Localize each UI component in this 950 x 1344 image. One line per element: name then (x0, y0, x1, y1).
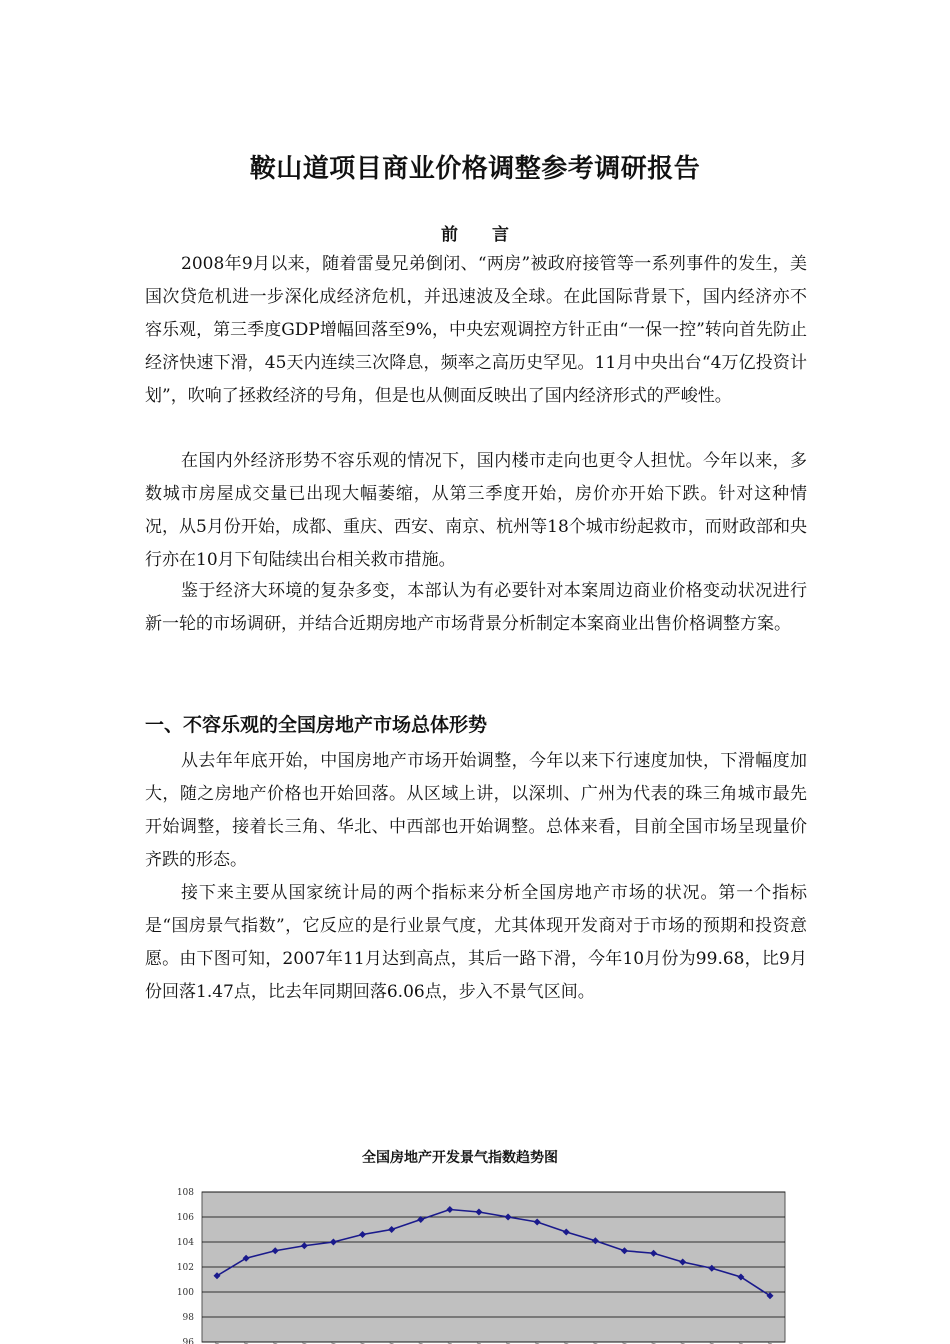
preface-heading: 前 言 (441, 225, 523, 245)
section-heading: 一、不容乐观的全国房地产市场总体形势 (145, 714, 488, 736)
preface-paragraph-3: 鉴于经济大环境的复杂多变，本部认为有必要针对本案周边商业价格变动状况进行新一轮的市场调研，并结合近期房地产市场背景分析制定本案商业出售价格调整方案。 (145, 581, 807, 634)
y-tick-label: 96 (182, 1338, 194, 1344)
y-tick-label: 100 (176, 1288, 194, 1298)
preface-paragraph-2: 在国内外经济形势不容乐观的情况下，国内楼市走向也更令人担忧。今年以来，多数城市房屋成交量已出现大幅萎缩，从第三季度开始，房价亦开始下跌。针对这种情况，从5月份开始，成都、重庆、西安、南京、杭州等18个城市纷起救市，而财政部和央行亦在10月下旬陆续出台相关救市措施。 (145, 451, 807, 570)
section-paragraph-1: 从去年年底开始，中国房地产市场开始调整，今年以来下行速度加快，下滑幅度加大，随之房地产价格也开始回落。从区域上讲，以深圳、广州为代表的珠三角城市最先开始调整，接着长三角、华北、中西部也开始调整。总体来看，目前全国市场呈现量价齐跌的形态。 (145, 751, 807, 870)
y-tick-label: 106 (176, 1213, 194, 1223)
document-title: 鞍山道项目商业价格调整参考调研报告 (249, 154, 701, 184)
y-tick-label: 108 (176, 1188, 194, 1198)
y-axis-ticks (177, 1188, 194, 1344)
y-tick-label: 104 (176, 1238, 194, 1248)
index-trend-chart (160, 1180, 800, 1344)
section-paragraph-2: 接下来主要从国家统计局的两个指标来分析全国房地产市场的状况。第一个指标是“国房景气指数”，它反应的是行业景气度，尤其体现开发商对于市场的预期和投资意愿。由下图可知，2007年11月达到高点，其后一路下滑，今年10月份为99.68，比9月份回落1.47点，比去年同期回落6.06点，步入不景气区间。 (145, 883, 807, 1002)
chart-title: 全国房地产开发景气指数趋势图 (362, 1150, 558, 1166)
y-tick-label: 98 (182, 1313, 194, 1323)
preface-paragraph-1: 2008年9月以来，随着雷曼兄弟倒闭、“两房”被政府接管等一系列事件的发生，美国次贷危机进一步深化成经济危机，并迅速波及全球。在此国际背景下，国内经济亦不容乐观，第三季度GDP增幅回落至9%，中央宏观调控方针正由“一保一控”转向首先防止经济快速下滑，45天内连续三次降息，频率之高历史罕见。11月中央出台“4万亿投资计划”，吹响了拯救经济的号角，但是也从侧面反映出了国内经济形式的严峻性。 (145, 254, 807, 406)
y-tick-label: 102 (176, 1263, 194, 1273)
